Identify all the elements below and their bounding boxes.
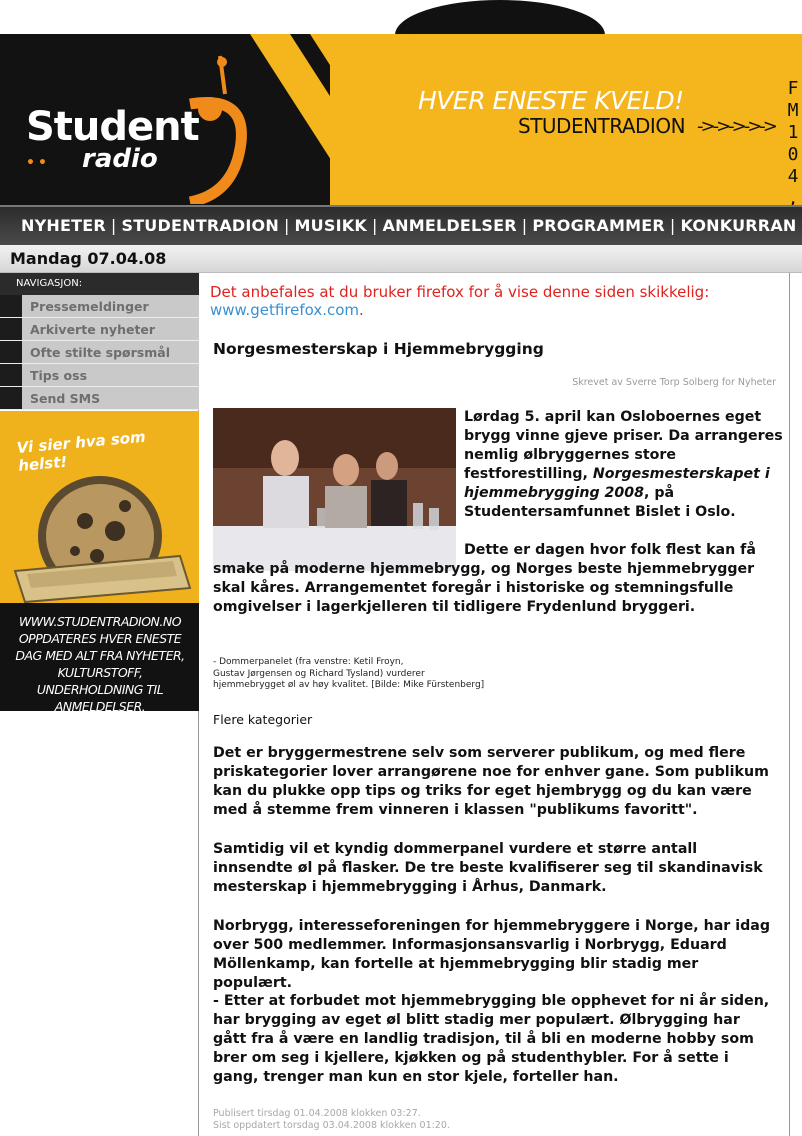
sidebar-item-label: Send SMS	[30, 391, 101, 406]
promo-banner[interactable]	[0, 411, 199, 711]
computer-illustration	[5, 456, 195, 606]
nav-separator: |	[110, 216, 117, 235]
banner-arrows: ->->->->->	[697, 116, 775, 137]
lead-text-part: Lørdag 5. april kan Osloboernes eget brygg vinne gjeve priser. Da arrangeres nemlig ølbryggernes store festforestilling,	[464, 409, 783, 482]
article-byline: Skrevet av Sverre Torp Solberg for Nyheter	[572, 377, 776, 388]
nav-item-studentradion[interactable]: STUDENTRADION	[121, 216, 279, 235]
logo-radio-text[interactable]: radio	[82, 144, 158, 174]
article-paragraph: Norbrygg, interesseforeningen for hjemmebryggere i Norge, har idag over 500 medlemmer. Informasjonsansvarlig i Norbrygg, Eduard Möllenkamp, kan fortelle at hjemmebrygging blir stadig mer populært.	[213, 918, 770, 991]
notice-period: .	[359, 301, 364, 319]
bullet-square-icon	[0, 295, 22, 317]
frequency-char: 1	[787, 122, 799, 143]
vinyl-record-graphic	[395, 0, 605, 34]
article-paragraph: Det er bryggermestrene selv som serverer publikum, og med flere priskategorier lover arrangørene noe for enhver gane. Som publikum kan du plukke opp tips og triks for eget hjembrygg og du kan være med å stemme frem vinneren i klassen "publikums favoritt".	[213, 745, 769, 818]
nav-separator: |	[521, 216, 528, 235]
date-bar	[0, 245, 802, 273]
sidebar	[0, 273, 199, 1136]
frequency-char: 0	[787, 144, 799, 165]
lead-text-part: , på Studentersamfunnet Bislet i Oslo.	[464, 485, 736, 520]
browser-notice-text: Det anbefales at du bruker firefox for å vise denne siden skikkelig:	[210, 283, 710, 301]
frequency-char: M	[787, 100, 799, 121]
frequency-char: F	[787, 78, 799, 99]
frequency-char: 4	[787, 166, 799, 187]
caption-line: Gustav Jørgensen og Richard Tysland) vurderer	[213, 668, 425, 679]
article-paragraph: - Etter at forbudet mot hjemmebrygging ble opphevet for ni år siden, har brygging av eget øl blitt stadig mer populært. Ølbrygging har gått fra å være en landlig tradisjon, til å bli en moderne hobby som brer om seg i kjellere, kjøkken og på studenthybler. For å sette i gang, trenger man kun en stor kjele, forteller han.	[213, 993, 770, 1085]
promo-text-box	[0, 603, 199, 711]
sidebar-item-label: Tips oss	[30, 368, 88, 383]
caption-line: - Dommerpanelet (fra venstre: Ketil Froyn,	[213, 657, 404, 667]
sidebar-item-label: Arkiverte nyheter	[30, 322, 156, 337]
main-nav	[0, 205, 802, 245]
nav-item-nyheter[interactable]: NYHETER	[21, 216, 106, 235]
sidebar-item-faq[interactable]	[0, 341, 199, 364]
current-date: Mandag 07.04.08	[10, 249, 167, 268]
banner-tagline-sub: STUDENTRADION	[518, 114, 686, 138]
updated-timestamp: Sist oppdatert torsdag 03.04.2008 klokken 01:20.	[213, 1120, 450, 1131]
bullet-square-icon	[0, 318, 22, 340]
sidebar-item-send-sms[interactable]	[0, 387, 199, 410]
banner-tagline: HVER ENESTE KVELD!	[418, 86, 684, 115]
bullet-square-icon	[0, 364, 22, 386]
article-title: Norgesmesterskap i Hjemmebrygging	[213, 340, 544, 358]
nav-item-anmeldelser[interactable]: ANMELDELSER	[382, 216, 517, 235]
nav-item-konkurranser[interactable]: KONKURRAN	[680, 216, 797, 235]
header-banner	[0, 34, 802, 205]
photo-caption	[213, 657, 573, 692]
nav-links	[21, 216, 797, 235]
banner-stripes-graphic	[250, 34, 500, 205]
nav-separator: |	[283, 216, 290, 235]
article-subheading: Flere kategorier	[213, 712, 313, 727]
sidebar-item-label: Ofte stilte spørsmål	[30, 345, 170, 360]
promo-headline: Vi sier hva som helst!	[16, 427, 147, 475]
article-paragraph	[213, 541, 783, 617]
article-lead	[464, 408, 784, 522]
sidebar-item-pressemeldinger[interactable]	[0, 295, 199, 318]
published-timestamp: Publisert tirsdag 01.04.2008 klokken 03:27.	[213, 1108, 421, 1119]
nav-item-musikk[interactable]: MUSIKK	[294, 216, 367, 235]
bullet-square-icon	[0, 387, 22, 409]
nav-item-programmer[interactable]: PROGRAMMER	[532, 216, 665, 235]
caption-line: hjemmebrygget øl av høy kvalitet. [Bilde: Mike Fürstenberg]	[213, 680, 485, 690]
sidebar-item-arkiverte-nyheter[interactable]	[0, 318, 199, 341]
logo-dots: ••	[26, 155, 50, 171]
top-strip	[0, 0, 802, 34]
bullet-square-icon	[0, 341, 22, 363]
lead-event-name: Norgesmesterskapet i hjemmebrygging 2008	[464, 466, 770, 501]
main-content	[200, 273, 790, 1136]
banner-frequency	[784, 78, 802, 205]
sidebar-item-tips-oss[interactable]	[0, 364, 199, 387]
paragraph-text: Dette er dagen hvor folk flest kan få smake på moderne hjemmebrygg, og Norges beste hjemmebrygger skal kåres. Arrangementet foregår i historiske og stemningsfulle omgivelser i lagerkjelleren til tidligere Frydenlund bryggeri.	[213, 542, 756, 615]
nav-separator: |	[669, 216, 676, 235]
sidebar-header: NAVIGASJON:	[0, 273, 199, 295]
logo-student-text[interactable]: Student	[26, 104, 199, 150]
browser-notice	[210, 283, 780, 319]
nav-separator: |	[371, 216, 378, 235]
promo-text: WWW.STUDENTRADION.NO OPPDATERES HVER ENESTE DAG MED ALT FRA NYHETER, KULTURSTOFF, UNDERHOLDNING TIL ANMELDELSER.	[15, 614, 185, 711]
getfirefox-link[interactable]: www.getfirefox.com	[210, 301, 360, 319]
article-paragraph: Samtidig vil et kyndig dommerpanel vurdere et større antall innsendte øl på flasker. De tre beste kvalifiserer seg til skandinavisk mesterskap i hjemmebrygging i Århus, Danmark.	[213, 841, 763, 895]
frequency-char: ,	[787, 188, 799, 205]
sidebar-item-label: Pressemeldinger	[30, 299, 149, 314]
